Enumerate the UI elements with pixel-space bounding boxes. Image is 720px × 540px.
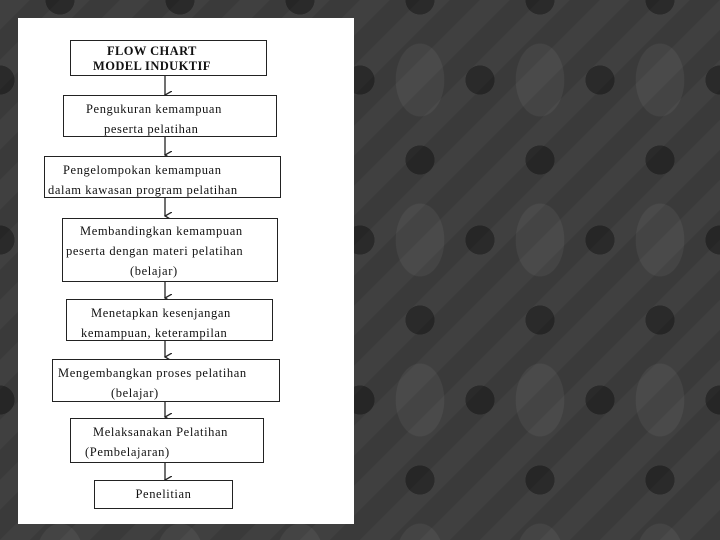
step-5-line-1: Mengembangkan proses pelatihan — [58, 366, 247, 380]
step-3-line-3: (belajar) — [130, 264, 178, 278]
step-7-line-1: Penelitian — [135, 487, 192, 501]
step-3-box — [62, 218, 278, 282]
step-4-line-1: Menetapkan kesenjangan — [91, 306, 231, 320]
step-4-box — [66, 299, 273, 341]
step-4-line-2: kemampuan, keterampilan — [81, 326, 228, 340]
step-3-line-1: Membandingkan kemampuan — [80, 224, 243, 238]
flowchart-page — [18, 18, 354, 524]
flowchart-title-box — [70, 40, 267, 76]
step-2-line-1: Pengelompokan kemampuan — [63, 163, 222, 177]
step-1-line-2: peserta pelatihan — [104, 122, 199, 136]
step-1-line-1: Pengukuran kemampuan — [86, 102, 222, 116]
step-1-box — [63, 95, 277, 137]
step-5-line-2: (belajar) — [111, 386, 159, 400]
title-line-1: FLOW CHART — [107, 44, 197, 58]
step-6-line-2: (Pembelajaran) — [85, 445, 170, 459]
step-6-line-1: Melaksanakan Pelatihan — [93, 425, 229, 439]
step-5-box — [52, 359, 280, 402]
step-3-line-2: peserta dengan materi pelatihan — [66, 244, 244, 258]
step-6-box — [70, 418, 264, 463]
step-2-box — [44, 156, 281, 198]
step-7-box — [94, 480, 233, 509]
step-2-line-2: dalam kawasan program pelatihan — [48, 183, 238, 197]
title-line-2: MODEL INDUKTIF — [93, 59, 211, 73]
